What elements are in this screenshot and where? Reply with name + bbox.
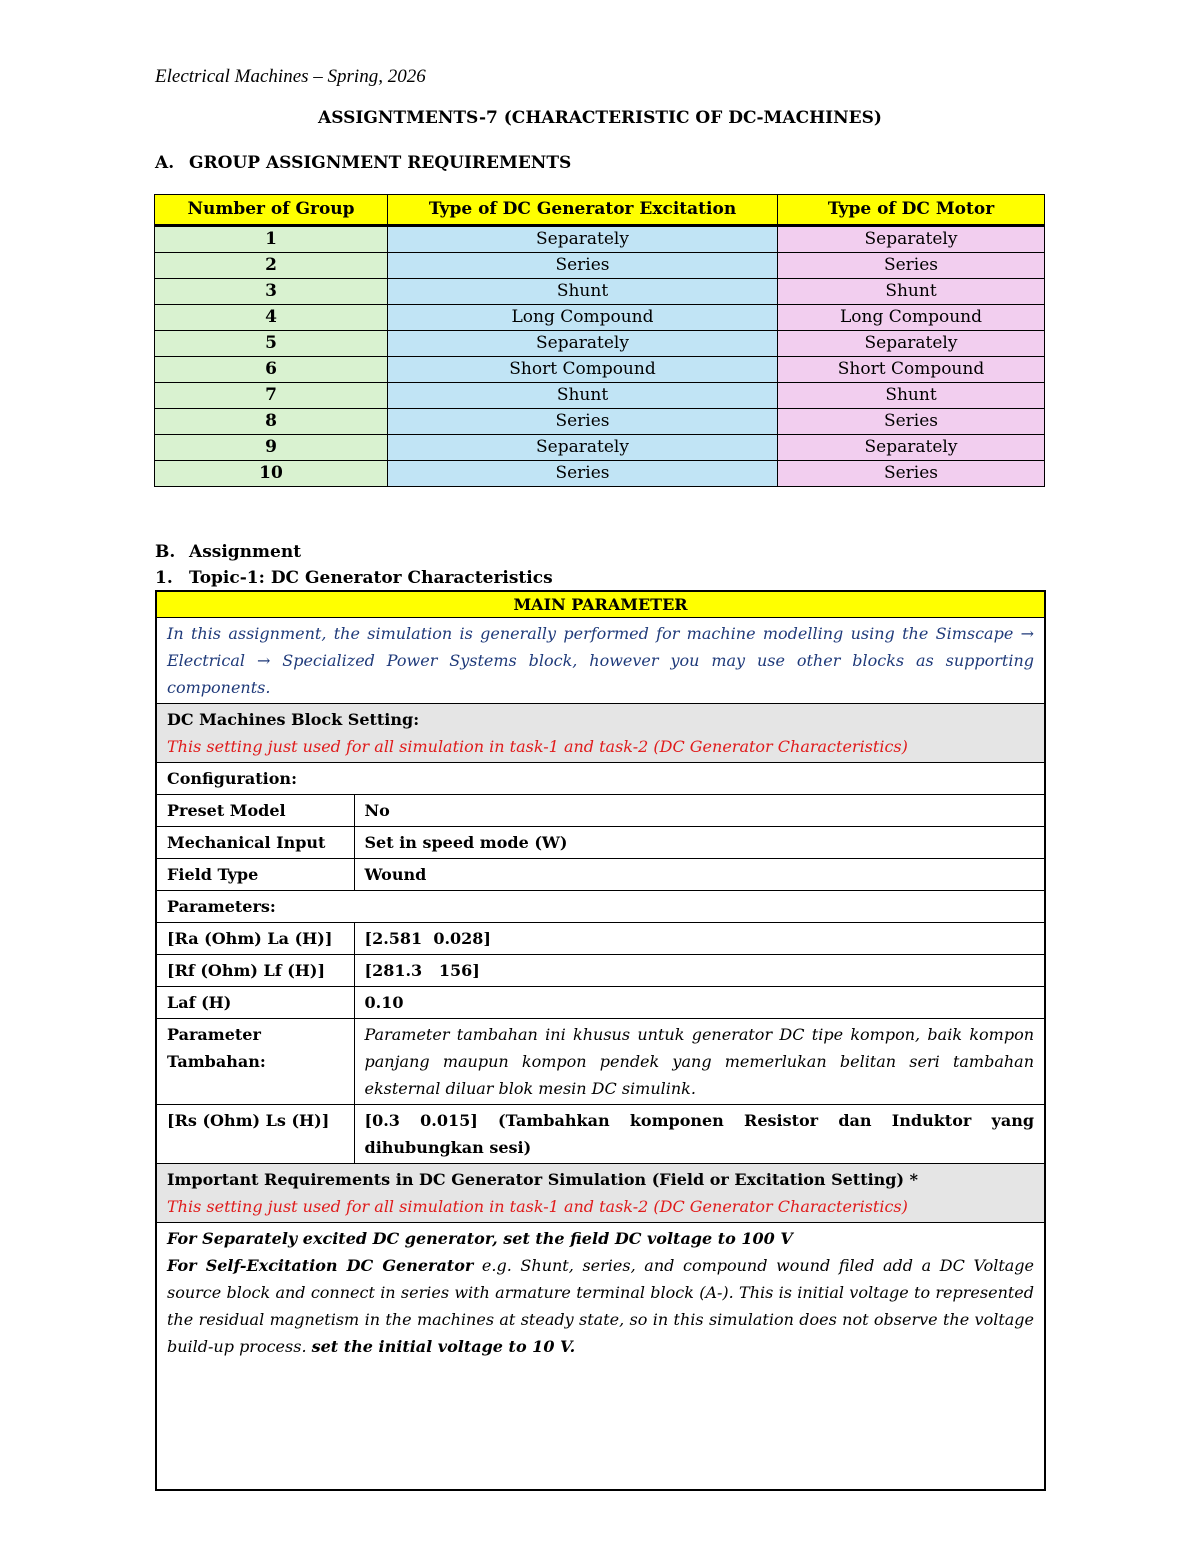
document-title: ASSIGNTMENTS-7 (CHARACTERISTIC OF DC-MACHINES) bbox=[318, 108, 882, 128]
config-value: Wound bbox=[354, 859, 1045, 891]
separately-excited-requirement: For Separately excited DC generator, set the field DC voltage to 100 V bbox=[167, 1229, 793, 1248]
table-row bbox=[155, 435, 1045, 461]
initial-voltage-text: set the initial voltage to 10 V. bbox=[311, 1337, 576, 1356]
config-row bbox=[156, 795, 1045, 827]
config-value: Set in speed mode (W) bbox=[354, 827, 1045, 859]
table-row bbox=[155, 279, 1045, 305]
block-setting-row bbox=[156, 704, 1045, 763]
self-excitation-label: For Self-Excitation DC Generator bbox=[167, 1256, 474, 1275]
section-a-text: GROUP ASSIGNMENT REQUIREMENTS bbox=[189, 153, 572, 173]
important-note: This setting just used for all simulation in task-1 and task-2 (DC Generator Characteristics) bbox=[167, 1197, 908, 1216]
generator-type: Series bbox=[388, 253, 778, 279]
generator-type: Separately bbox=[388, 435, 778, 461]
group-number: 5 bbox=[155, 331, 388, 357]
group-number: 9 bbox=[155, 435, 388, 461]
main-parameter-header: MAIN PARAMETER bbox=[156, 591, 1045, 618]
header-generator-excitation: Type of DC Generator Excitation bbox=[388, 195, 778, 226]
group-number: 1 bbox=[155, 226, 388, 253]
param-value: [281.3 156] bbox=[354, 955, 1045, 987]
table-row bbox=[155, 226, 1045, 253]
parameters-row bbox=[156, 891, 1045, 923]
table-row bbox=[155, 409, 1045, 435]
motor-type: Separately bbox=[778, 331, 1045, 357]
table-row bbox=[155, 461, 1045, 487]
table-row bbox=[155, 253, 1045, 279]
group-number: 7 bbox=[155, 383, 388, 409]
self-excitation-requirement bbox=[167, 1252, 1034, 1360]
group-number: 10 bbox=[155, 461, 388, 487]
motor-type: Shunt bbox=[778, 279, 1045, 305]
important-row bbox=[156, 1164, 1045, 1223]
self-excitation-text: e.g. Shunt, series, and compound wound filed add a DC Voltage source block and connect in series with armature terminal block (A-). This is initial voltage to represented the residual magnetism in the machines at steady state, so in this simulation does not observe the voltage build-up process. bbox=[167, 1256, 1035, 1356]
group-number: 6 bbox=[155, 357, 388, 383]
config-row bbox=[156, 859, 1045, 891]
rs-key: [Rs (Ohm) Ls (H)] bbox=[156, 1105, 354, 1164]
config-value: No bbox=[354, 795, 1045, 827]
table-row bbox=[155, 383, 1045, 409]
config-row bbox=[156, 827, 1045, 859]
generator-type: Series bbox=[388, 409, 778, 435]
important-label: Important Requirements in DC Generator Simulation (Field or Excitation Setting) * bbox=[167, 1170, 918, 1189]
extra-param-value: Parameter tambahan ini khusus untuk generator DC tipe kompon, baik kompon panjang maupun kompon pendek yang memerlukan belitan seri tambahan eksternal diluar blok mesin DC simulink. bbox=[354, 1019, 1045, 1105]
block-setting-label: DC Machines Block Setting: bbox=[167, 710, 420, 729]
intro-text: In this assignment, the simulation is generally performed for machine modelling using the Simscape → Electrical → Specialized Power Systems block, however you may use other blocks as supporting components. bbox=[156, 618, 1045, 704]
motor-type: Separately bbox=[778, 226, 1045, 253]
config-key: Mechanical Input bbox=[156, 827, 354, 859]
main-parameter-table bbox=[155, 590, 1046, 1491]
group-number: 3 bbox=[155, 279, 388, 305]
param-key: Laf (H) bbox=[156, 987, 354, 1019]
table-header-row bbox=[155, 195, 1045, 226]
motor-type: Short Compound bbox=[778, 357, 1045, 383]
parameters-label: Parameters: bbox=[156, 891, 1045, 923]
section-b-heading bbox=[155, 542, 301, 562]
motor-type: Series bbox=[778, 253, 1045, 279]
group-number: 2 bbox=[155, 253, 388, 279]
motor-type: Series bbox=[778, 409, 1045, 435]
section-b-marker: B. bbox=[155, 542, 176, 562]
param-key: [Rf (Ohm) Lf (H)] bbox=[156, 955, 354, 987]
block-setting-cell bbox=[156, 704, 1045, 763]
topic-heading bbox=[155, 568, 553, 588]
requirements-cell bbox=[156, 1223, 1045, 1491]
param-row bbox=[156, 923, 1045, 955]
rs-row bbox=[156, 1105, 1045, 1164]
group-number: 4 bbox=[155, 305, 388, 331]
configuration-label: Configuration: bbox=[156, 763, 1045, 795]
header-dc-motor: Type of DC Motor bbox=[778, 195, 1045, 226]
param-value: 0.10 bbox=[354, 987, 1045, 1019]
configuration-row bbox=[156, 763, 1045, 795]
param-key: [Ra (Ohm) La (H)] bbox=[156, 923, 354, 955]
table-row bbox=[155, 305, 1045, 331]
header-number-of-group: Number of Group bbox=[155, 195, 388, 226]
important-cell bbox=[156, 1164, 1045, 1223]
generator-type: Long Compound bbox=[388, 305, 778, 331]
topic-text: Topic-1: DC Generator Characteristics bbox=[189, 568, 553, 588]
generator-type: Series bbox=[388, 461, 778, 487]
page-header: Electrical Machines – Spring, 2026 bbox=[155, 66, 426, 87]
generator-type: Separately bbox=[388, 226, 778, 253]
generator-type: Separately bbox=[388, 331, 778, 357]
param-row bbox=[156, 987, 1045, 1019]
generator-type: Short Compound bbox=[388, 357, 778, 383]
generator-type: Shunt bbox=[388, 383, 778, 409]
section-a-heading bbox=[155, 153, 571, 173]
extra-param-key: Parameter Tambahan: bbox=[156, 1019, 354, 1105]
main-parameter-header-row bbox=[156, 591, 1045, 618]
motor-type: Long Compound bbox=[778, 305, 1045, 331]
motor-type: Series bbox=[778, 461, 1045, 487]
intro-row bbox=[156, 618, 1045, 704]
section-b-text: Assignment bbox=[189, 542, 302, 562]
extra-param-row bbox=[156, 1019, 1045, 1105]
requirements-row bbox=[156, 1223, 1045, 1491]
generator-type: Shunt bbox=[388, 279, 778, 305]
section-a-marker: A. bbox=[155, 153, 175, 173]
group-number: 8 bbox=[155, 409, 388, 435]
config-key: Preset Model bbox=[156, 795, 354, 827]
param-value: [2.581 0.028] bbox=[354, 923, 1045, 955]
table-row bbox=[155, 357, 1045, 383]
block-setting-note: This setting just used for all simulation in task-1 and task-2 (DC Generator Characteristics) bbox=[167, 737, 908, 756]
table-row bbox=[155, 331, 1045, 357]
motor-type: Separately bbox=[778, 435, 1045, 461]
rs-value: [0.3 0.015] (Tambahkan komponen Resistor dan Induktor yang dihubungkan sesi) bbox=[354, 1105, 1045, 1164]
topic-marker: 1. bbox=[155, 568, 173, 588]
group-assignment-table bbox=[154, 194, 1045, 487]
config-key: Field Type bbox=[156, 859, 354, 891]
motor-type: Shunt bbox=[778, 383, 1045, 409]
param-row bbox=[156, 955, 1045, 987]
